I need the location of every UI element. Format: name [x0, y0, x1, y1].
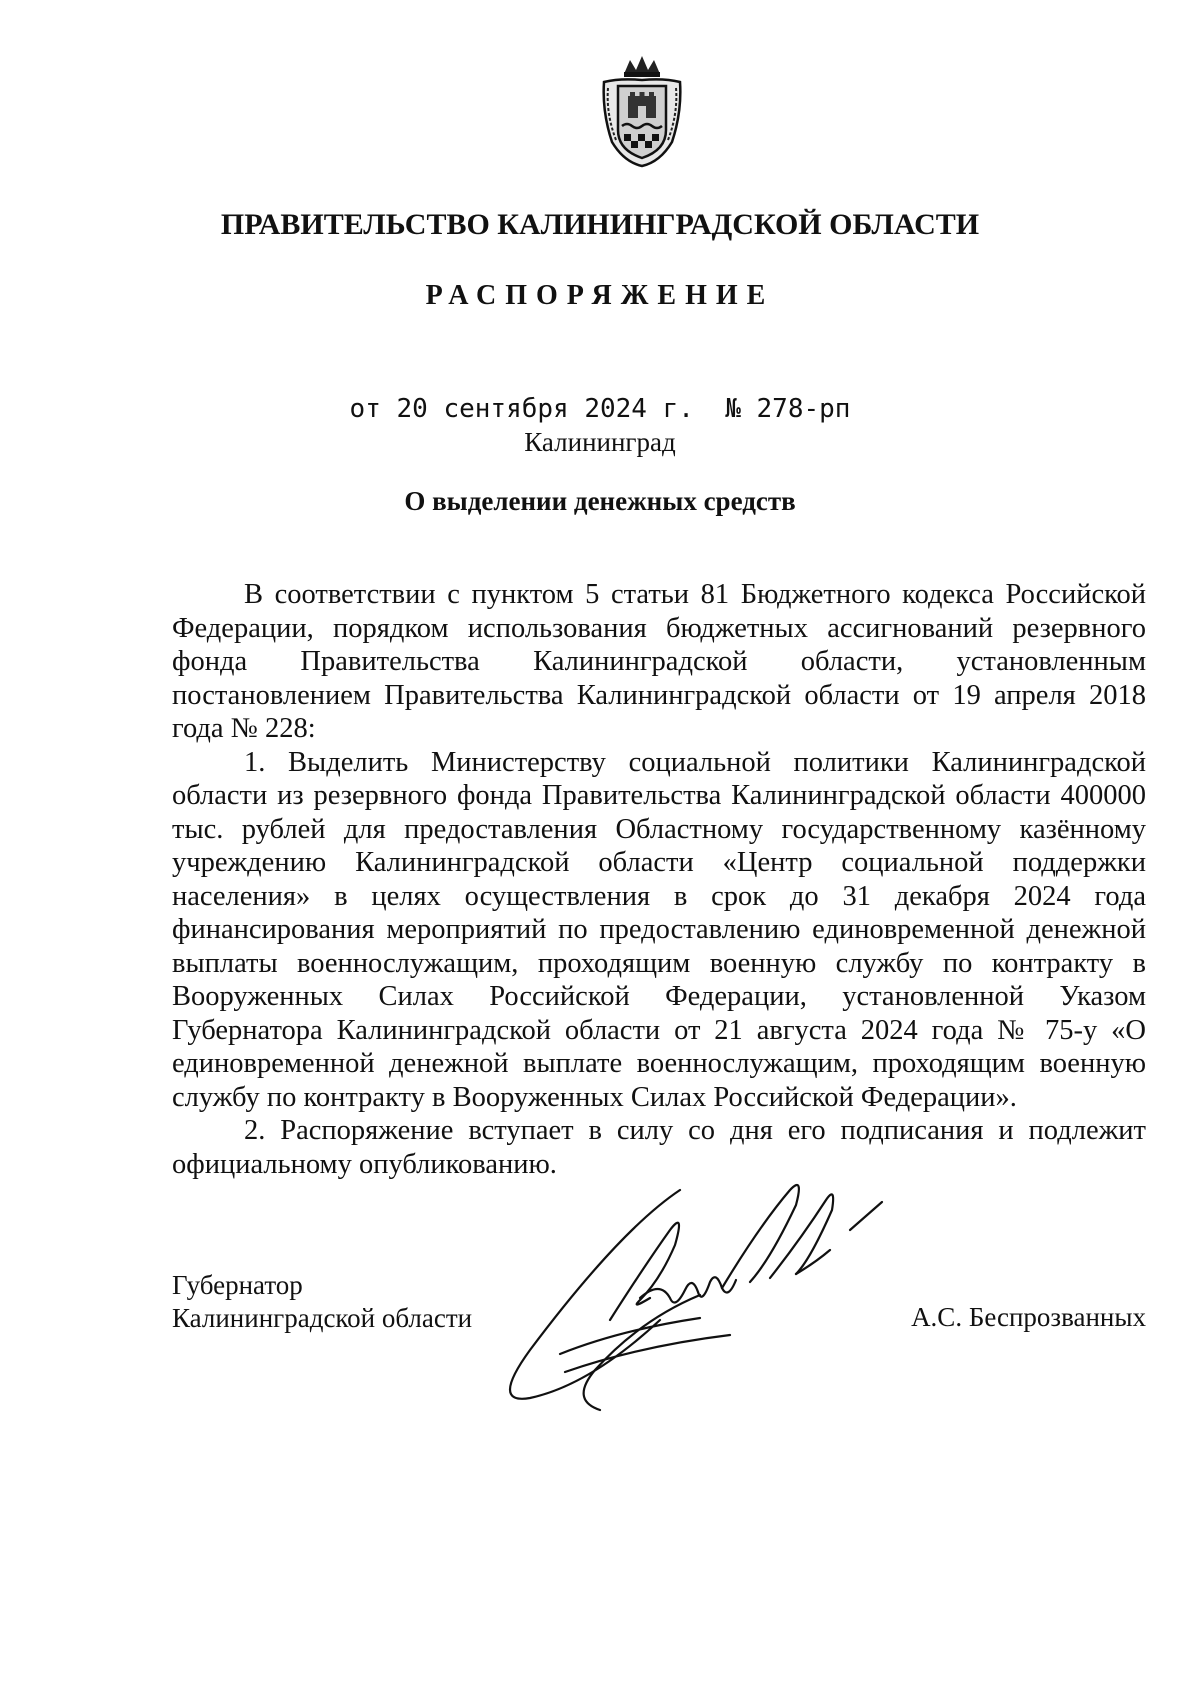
- body-paragraph-item-1: 1. Выделить Министерству социальной политики Калининградской области из резервного фонда Правительства Калининградской области 400000 тыс. рублей для предоставления Областному государственному казённому учреждению Калининградской области «Центр социальной поддержки населения» в целях осуществления в срок до 31 декабря 2024 года финансирования мероприятий по предоставлению единовременной денежной выплаты военнослужащим, проходящим военную службу по контракту в Вооруженных Силах Российской Федерации, установленной Указом Губернатора Калининградской области от 21 августа 2024 года № 75-у «О единовременной денежной выплате военнослужащим, проходящим военную службу по контракту в Вооруженных Силах Российской Федерации».: [172, 746, 1146, 1113]
- date-number-line: от 20 сентября 2024 г. № 278-рп: [349, 394, 851, 424]
- position-line-1: Губернатор: [172, 1270, 303, 1300]
- city: Калининград: [524, 427, 676, 457]
- body-paragraph-item-2: 2. Распоряжение вступает в силу со дня его подписания и подлежит официальному опубликованию.: [172, 1115, 1146, 1180]
- coat-of-arms-icon: [594, 52, 690, 170]
- signer-position: [172, 1269, 472, 1335]
- signer-name: А.С. Беспрозванных: [911, 1302, 1146, 1332]
- document-type: РАСПОРЯЖЕНИЕ: [425, 280, 775, 311]
- body-paragraph-preamble: В соответствии с пунктом 5 статьи 81 Бюджетного кодекса Российской Федерации, порядком использования бюджетных ассигнований резервного фонда Правительства Калининградской области, установленным постановлением Правительства Калининградской области от 19 апреля 2018 года № 228:: [172, 579, 1146, 744]
- document-body: [172, 578, 1146, 1181]
- handwritten-signature-icon: [470, 1170, 930, 1420]
- document-subject: О выделении денежных средств: [404, 486, 796, 516]
- position-line-2: Калининградской области: [172, 1303, 473, 1333]
- organization-title: ПРАВИТЕЛЬСТВО КАЛИНИНГРАДСКОЙ ОБЛАСТИ: [220, 208, 980, 241]
